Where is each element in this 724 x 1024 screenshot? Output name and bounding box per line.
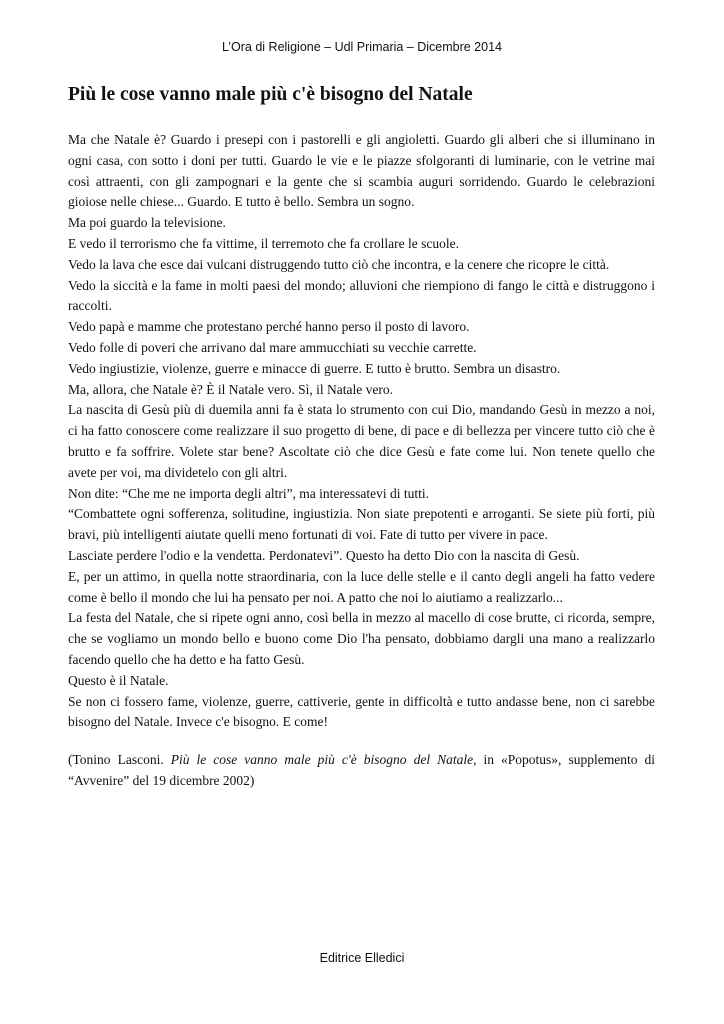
paragraph: La festa del Natale, che si ripete ogni anno, così bella in mezzo al macello di cose brutte, ci ricorda, sempre, che se vogliamo un mondo bello e buono come Dio l'ha pensato, dobbiamo dargli una mano a realizzarlo facendo quello che ha detto e ha fatto Gesù. [68, 610, 655, 667]
paragraph: La nascita di Gesù più di duemila anni fa è stata lo strumento con cui Dio, mandando Gesù in mezzo a noi, ci ha fatto conoscere come realizzare il suo progetto di bene, di pace e di bellezza per vincere tutto ciò che è brutto e fa soffrire. Volete star bene? Ascoltate ciò che dice Gesù e fate come lui. Non tenete quello che avete per voi, ma dividetelo con gli altri. [68, 402, 655, 480]
paragraph: Ma che Natale è? Guardo i presepi con i pastorelli e gli angioletti. Guardo gli alberi che si illuminano in ogni casa, con sotto i doni per tutti. Guardo le vie e le piazze sfolgoranti di luminarie, con le vetrine mai così attraenti, con gli zampognari e la gente che si scambia auguri sorridendo. Guardo le celebrazioni gioiose nelle chiese... Guardo. E tutto è bello. Sembra un sogno. [68, 132, 655, 210]
paragraph: E, per un attimo, in quella notte straordinaria, con la luce delle stelle e il canto degli angeli ha fatto vedere come è bello il mondo che lui ha pensato per noi. A patto che noi lo aiutiamo a realizzarlo... [68, 568, 655, 605]
citation-work-title: Più le cose vanno male più c'è bisogno del Natale [170, 752, 474, 767]
paragraph: Se non ci fossero fame, violenze, guerre, cattiverie, gente in difficoltà e tutto andasse bene, non ci sarebbe bisogno del Natale. Invece c'e bisogno. E come! [68, 693, 655, 730]
paragraph: Lasciate perdere l'odio e la vendetta. Perdonatevi”. Questo ha detto Dio con la nascita di Gesù. [68, 547, 580, 563]
paragraph: Ma, allora, che Natale è? È il Natale vero. Sì, il Natale vero. [68, 381, 393, 397]
page-header: L’Ora di Religione – Udl Primaria – Dicembre 2014 [222, 40, 502, 54]
citation [68, 750, 655, 792]
paragraph: Questo è il Natale. [68, 672, 169, 688]
page-footer: Editrice Elledici [319, 951, 405, 965]
paragraph: Vedo la siccità e la fame in molti paesi del mondo; alluvioni che riempiono di fango le città e distruggono i raccolti. [68, 277, 655, 314]
article-body [68, 130, 655, 733]
paragraph: Vedo ingiustizie, violenze, guerre e minacce di guerre. E tutto è brutto. Sembra un disastro. [68, 360, 561, 376]
paragraph: E vedo il terrorismo che fa vittime, il terremoto che fa crollare le scuole. [68, 235, 459, 251]
paragraph: Non dite: “Che me ne importa degli altri”, ma interessatevi di tutti. [68, 485, 430, 501]
document-title: Più le cose vanno male più c'è bisogno del Natale [68, 84, 473, 105]
paragraph: Ma poi guardo la televisione. [68, 215, 226, 231]
citation-suffix: , in «Popotus», supplemento di “Avvenire” del 19 dicembre 2002) [68, 752, 655, 788]
citation-prefix: (Tonino Lasconi. [68, 752, 171, 767]
paragraph: Vedo papà e mamme che protestano perché hanno perso il posto di lavoro. [68, 319, 470, 335]
paragraph: “Combattete ogni sofferenza, solitudine, ingiustizia. Non siate prepotenti e arroganti. Se siete più forti, più bravi, più intelligenti aiutate quelli meno fortunati di voi. Fate di tutto per vivere in pace. [68, 506, 655, 543]
paragraph: Vedo la lava che esce dai vulcani distruggendo tutto ciò che incontra, e la cenere che ricopre le città. [68, 256, 610, 272]
paragraph: Vedo folle di poveri che arrivano dal mare ammucchiati su vecchie carrette. [68, 339, 477, 355]
